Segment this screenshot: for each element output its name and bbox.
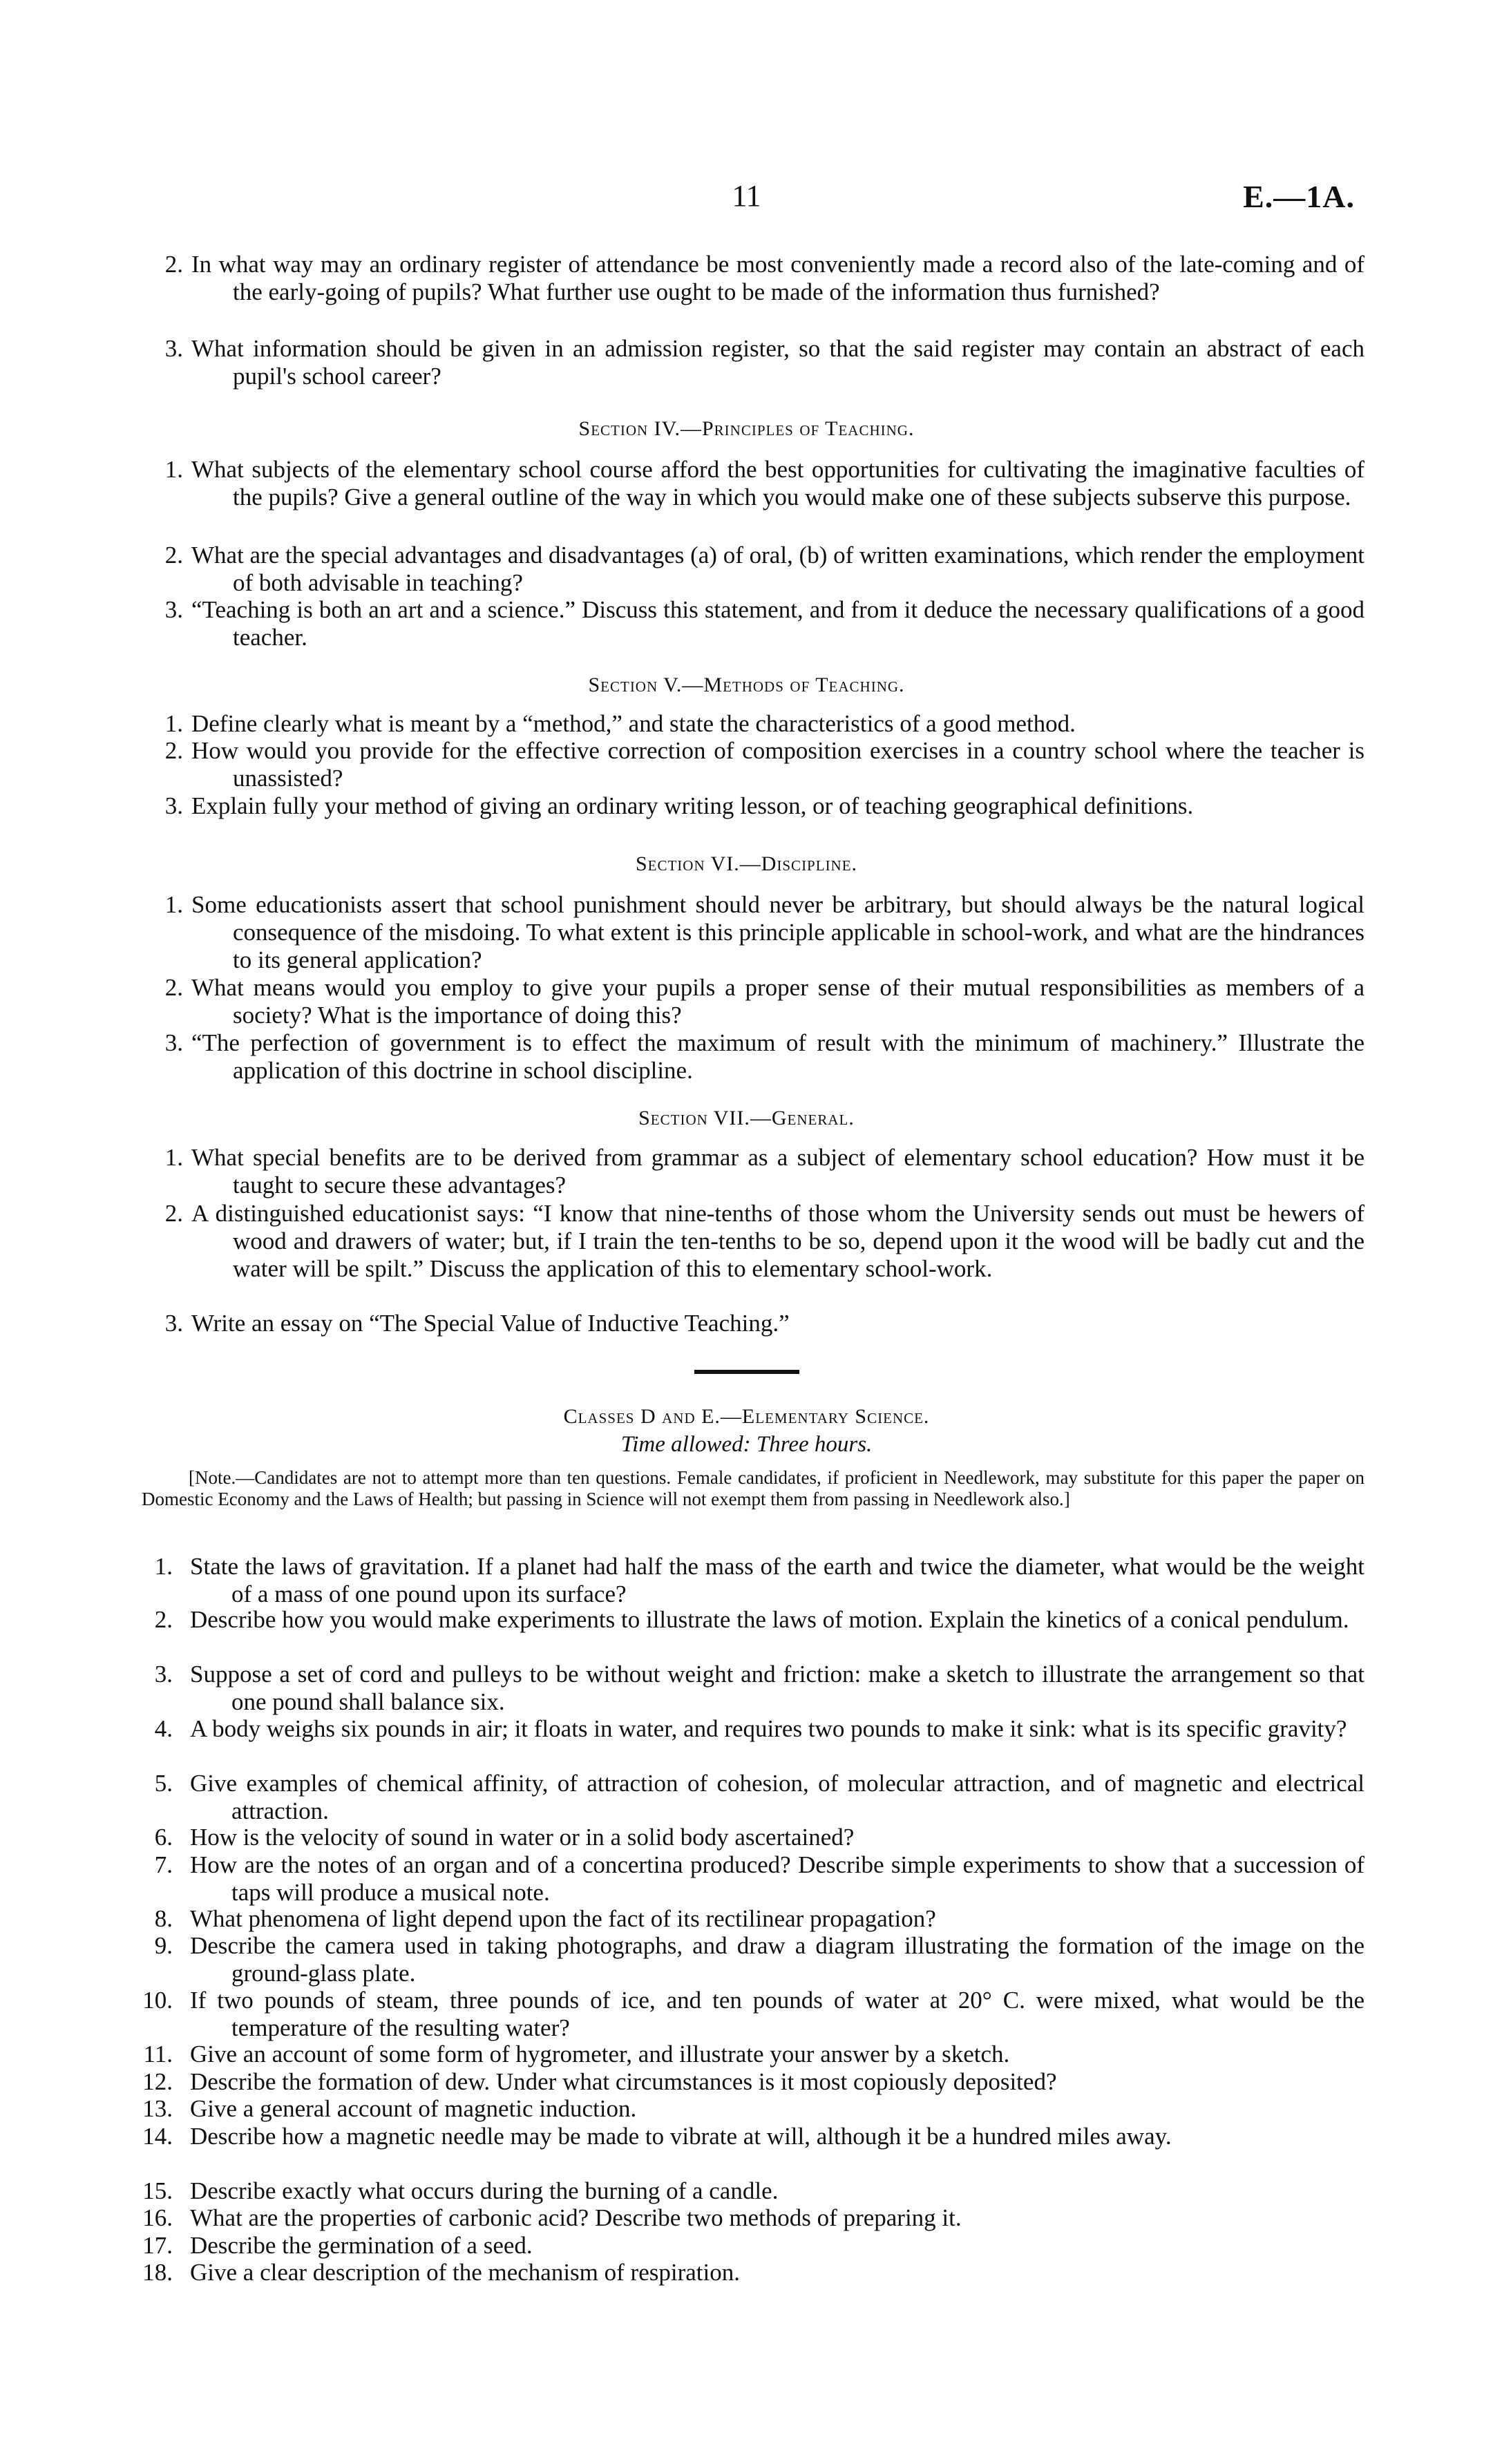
question-number: 3. <box>164 596 183 623</box>
question-number: 18. <box>142 2259 173 2286</box>
question-text: Explain fully your method of giving an ordinary writing lesson, or of teaching geographical definitions. <box>191 792 1194 819</box>
question-text: Give examples of chemical affinity, of attraction of cohesion, of molecular attraction, and of magnetic and electrical attraction. <box>190 1770 1364 1824</box>
science-question <box>114 1606 1364 1634</box>
question-text: “Teaching is both an art and a science.” Discuss this statement, and from it deduce the necessary qualifications of a good teacher. <box>191 596 1364 651</box>
question-number: 2. <box>164 542 183 569</box>
question-item <box>142 710 1364 738</box>
question-text: What are the special advantages and disadvantages (a) of oral, (b) of written examinations, which render the employment of both advisable in teaching? <box>191 542 1364 596</box>
science-question <box>114 1824 1364 1851</box>
question-item <box>142 456 1364 511</box>
question-number: 16. <box>142 2204 173 2231</box>
science-question <box>114 1851 1364 1907</box>
question-text: What are the properties of carbonic acid? Describe two methods of preparing it. <box>190 2204 962 2231</box>
science-question <box>114 2259 1364 2286</box>
science-question <box>114 2041 1364 2068</box>
question-text: How is the velocity of sound in water or in a solid body ascertained? <box>190 1824 855 1851</box>
question-text: Describe the camera used in taking photographs, and draw a diagram illustrating the formation of the image on the ground-glass plate. <box>190 1932 1364 1987</box>
section-title: Section V.—Methods of Teaching. <box>588 674 905 696</box>
question-item <box>142 974 1364 1029</box>
question-item <box>142 251 1364 306</box>
science-question <box>114 1770 1364 1825</box>
question-number: 1. <box>164 710 183 737</box>
question-item <box>142 1144 1364 1199</box>
question-text: Suppose a set of cord and pulleys to be without weight and friction: make a sketch to illustrate the arrangement so that one pound shall balance six. <box>190 1661 1364 1715</box>
question-number: 5. <box>154 1770 173 1797</box>
science-question <box>114 2232 1364 2260</box>
question-number: 2. <box>164 974 183 1001</box>
question-number: 3. <box>164 792 183 819</box>
science-question <box>114 1932 1364 1987</box>
candidate-note: [Note.—Candidates are not to attempt more than ten questions. Female candidates, if proficient in Needlework, may substitute for this paper the paper on Domestic Economy and the Laws of Health; but passing in Science will not exempt them from passing in Needlework also.] <box>142 1467 1364 1509</box>
section-divider-rule <box>694 1370 799 1374</box>
question-text: Describe the germination of a seed. <box>190 2232 533 2259</box>
question-text: Describe the formation of dew. Under what circumstances is it most copiously deposited? <box>190 2068 1057 2095</box>
question-number: 14. <box>142 2123 173 2150</box>
question-number: 1. <box>154 1553 173 1580</box>
science-question <box>114 1661 1364 1716</box>
science-question <box>114 2123 1364 2150</box>
question-item <box>142 596 1364 651</box>
question-number: 9. <box>154 1932 173 1959</box>
section-title: Section IV.—Principles of Teaching. <box>578 417 915 440</box>
science-question <box>114 1987 1364 2042</box>
question-text: What means would you employ to give your pupils a proper sense of their mutual responsibilities as members of a society? What is the importance of doing this? <box>191 974 1364 1029</box>
question-number: 12. <box>142 2068 173 2095</box>
question-number: 1. <box>164 891 183 918</box>
question-number: 2. <box>164 251 183 278</box>
question-text: Define clearly what is meant by a “method,” and state the characteristics of a good method. <box>191 710 1076 737</box>
question-number: 4. <box>154 1715 173 1742</box>
question-text: What subjects of the elementary school course afford the best opportunities for cultivating the imaginative faculties of the pupils? Give a general outline of the way in which you would make one of these subjects subserve this purpose. <box>191 456 1364 510</box>
question-number: 17. <box>142 2232 173 2259</box>
question-text: What information should be given in an admission register, so that the said register may contain an abstract of each pupil's school career? <box>191 335 1364 390</box>
question-text: Describe how you would make experiments to illustrate the laws of motion. Explain the kinetics of a conical pendulum. <box>190 1606 1349 1633</box>
question-item <box>142 1200 1364 1283</box>
question-number: 7. <box>154 1851 173 1878</box>
science-question <box>114 2204 1364 2232</box>
question-item <box>142 792 1364 820</box>
question-item <box>142 1310 1364 1337</box>
question-text: Give an account of some form of hygrometer, and illustrate your answer by a sketch. <box>190 2041 1010 2067</box>
science-question <box>114 1715 1364 1743</box>
question-number: 2. <box>164 737 183 764</box>
page-number: 11 <box>732 179 761 213</box>
question-number: 2. <box>154 1606 173 1633</box>
section-title: Classes D and E.—Elementary Science. <box>563 1405 930 1428</box>
question-number: 3. <box>164 1310 183 1337</box>
question-number: 11. <box>143 2041 173 2067</box>
question-text: Give a general account of magnetic induction. <box>190 2095 637 2122</box>
science-question <box>114 2068 1364 2096</box>
question-text: Some educationists assert that school punishment should never be arbitrary, but should always be the natural logical consequence of the misdoing. To what extent is this principle applicable in school-work, and what are the hindrances to its general application? <box>191 891 1364 973</box>
question-text: A distinguished educationist says: “I know that nine-tenths of those whom the University sends out must be hewers of wood and drawers of water; but, if I train the ten-tenths to be so, depend upon it the wood will be badly cut and the water will be spilt.” Discuss the application of this to elementary school-work. <box>191 1200 1364 1282</box>
section-title: Section VII.—General. <box>638 1107 855 1129</box>
question-number: 10. <box>142 1987 173 2014</box>
section-title: Section VI.—Discipline. <box>635 852 858 875</box>
question-item <box>142 737 1364 792</box>
question-text: How would you provide for the effective correction of composition exercises in a country school where the teacher is unassisted? <box>191 737 1364 792</box>
question-text: A body weighs six pounds in air; it floats in water, and requires two pounds to make it sink: what is its specific gravity? <box>190 1715 1347 1742</box>
question-number: 3. <box>164 335 183 362</box>
question-text: What special benefits are to be derived from grammar as a subject of elementary school education? How must it be taught to secure these advantages? <box>191 1144 1364 1198</box>
question-number: 3. <box>164 1029 183 1056</box>
question-text: “The perfection of government is to effect the maximum of result with the minimum of machinery.” Illustrate the application of this doctrine in school discipline. <box>191 1029 1364 1084</box>
science-question <box>114 2095 1364 2123</box>
question-item <box>142 335 1364 390</box>
question-number: 8. <box>154 1905 173 1932</box>
question-text: Describe exactly what occurs during the burning of a candle. <box>190 2177 779 2204</box>
question-text: What phenomena of light depend upon the fact of its rectilinear propagation? <box>190 1905 936 1932</box>
question-number: 1. <box>164 1144 183 1171</box>
document-code: E.—1A. <box>1243 179 1355 214</box>
question-text: How are the notes of an organ and of a concertina produced? Describe simple experiments to show that a succession of taps will produce a musical note. <box>190 1851 1364 1906</box>
question-item <box>142 891 1364 974</box>
question-number: 13. <box>142 2095 173 2122</box>
question-text: State the laws of gravitation. If a planet had half the mass of the earth and twice the diameter, what would be the weight of a mass of one pound upon its surface? <box>190 1553 1364 1607</box>
question-text: Give a clear description of the mechanism of respiration. <box>190 2259 740 2286</box>
question-text: If two pounds of steam, three pounds of ice, and ten pounds of water at 20° C. were mixed, what would be the temperature of the resulting water? <box>190 1987 1364 2041</box>
question-item <box>142 542 1364 597</box>
science-question <box>114 1905 1364 1933</box>
question-text: In what way may an ordinary register of attendance be most conveniently made a record also of the late-coming and of the early-going of pupils? What further use ought to be made of the information thus furnished? <box>191 251 1364 305</box>
question-item <box>142 1029 1364 1085</box>
science-question <box>114 2177 1364 2205</box>
question-number: 2. <box>164 1200 183 1227</box>
question-number: 15. <box>142 2177 173 2204</box>
question-number: 3. <box>154 1661 173 1688</box>
science-question <box>114 1553 1364 1608</box>
question-number: 1. <box>164 456 183 483</box>
question-number: 6. <box>154 1824 173 1851</box>
question-text: Describe how a magnetic needle may be made to vibrate at will, although it be a hundred miles away. <box>190 2123 1172 2150</box>
time-allowed: Time allowed: Three hours. <box>620 1432 873 1457</box>
question-text: Write an essay on “The Special Value of Inductive Teaching.” <box>191 1310 790 1337</box>
